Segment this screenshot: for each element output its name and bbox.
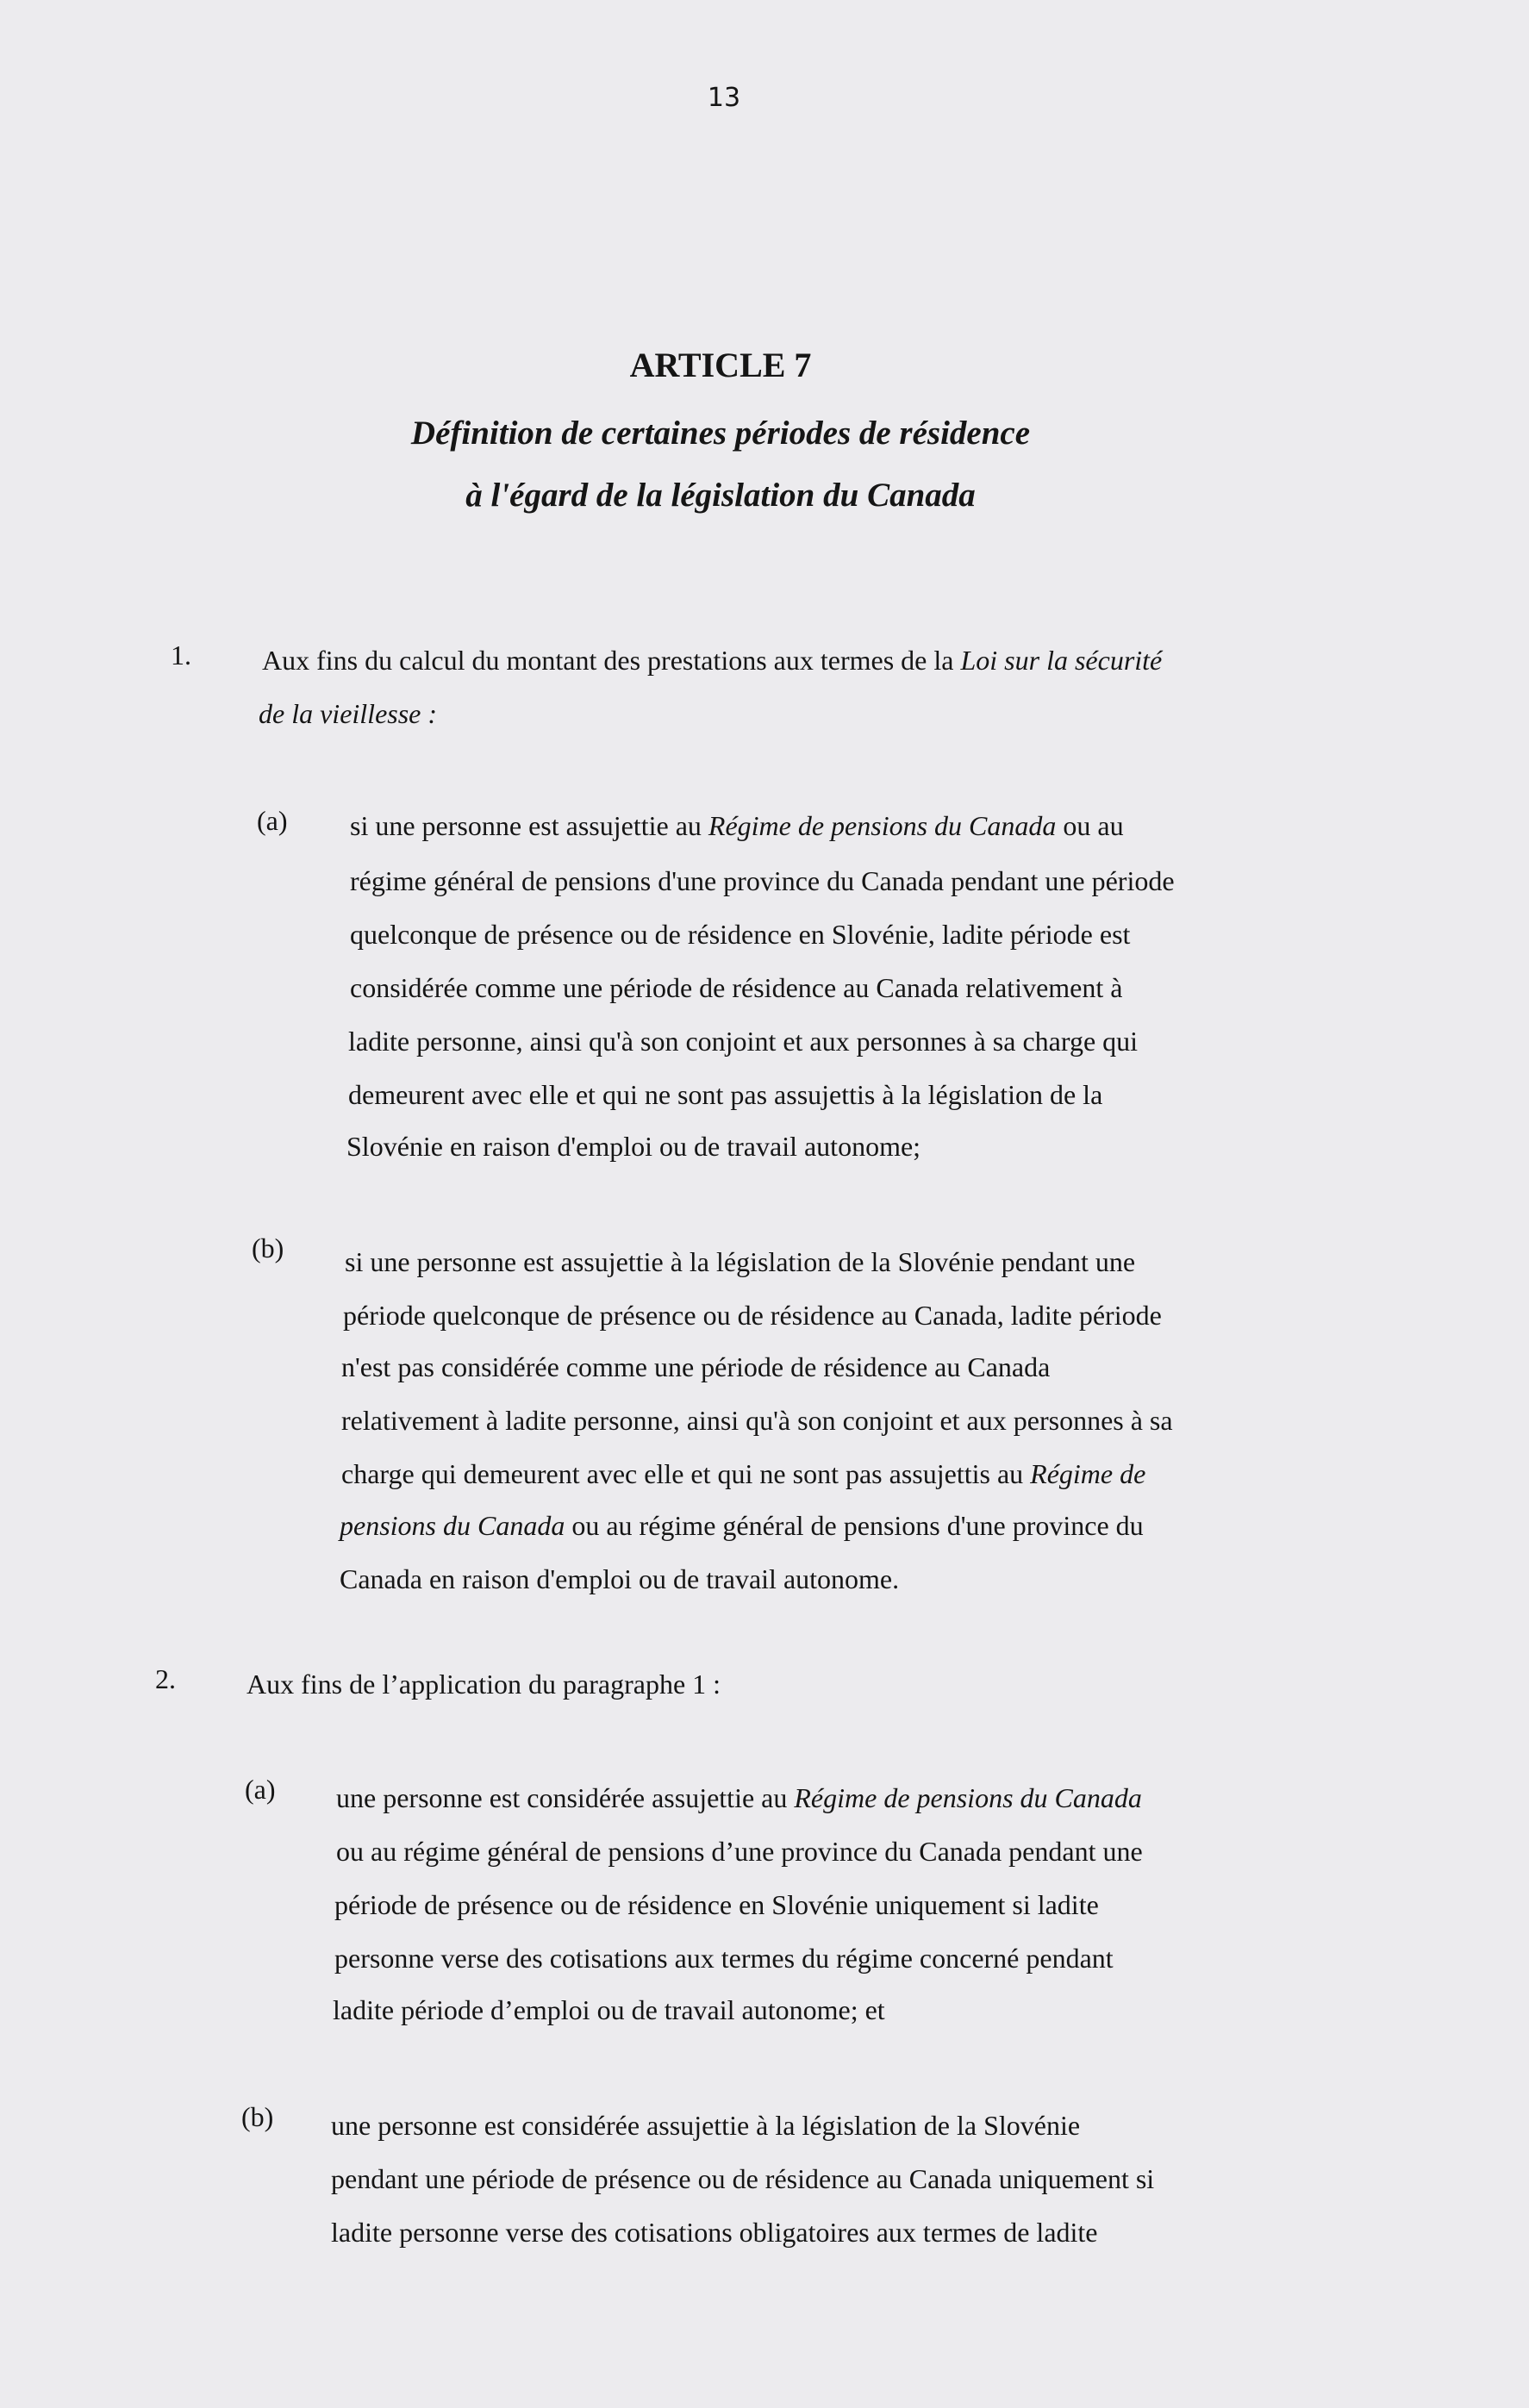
paragraph-1a-line-4: considérée comme une période de résidence au Canada relativement à xyxy=(350,972,1123,1003)
paragraph-1b-line-1: si une personne est assujettie à la législation de la Slovénie pendant une xyxy=(345,1246,1136,1277)
text-segment: ou au régime général de pensions d'une province du xyxy=(565,1510,1144,1541)
paragraph-2a-label: (a) xyxy=(245,1774,276,1805)
paragraph-1-number: 1. xyxy=(171,639,191,671)
paragraph-1a-line-7: Slovénie en raison d'emploi ou de travail autonome; xyxy=(346,1131,921,1162)
paragraph-2a-line-5: ladite période d’emploi ou de travail autonome; et xyxy=(333,1994,885,2025)
law-title-italic: Régime de pensions du Canada xyxy=(708,810,1057,841)
paragraph-1a-line-5: ladite personne, ainsi qu'à son conjoint et aux personnes à sa charge qui xyxy=(348,1026,1139,1057)
law-title-italic: Loi sur la sécurité xyxy=(960,645,1163,676)
paragraph-1b-line-7: Canada en raison d'emploi ou de travail autonome. xyxy=(340,1563,900,1594)
paragraph-2-number: 2. xyxy=(155,1663,176,1694)
paragraph-1-intro-line-1 xyxy=(262,645,1162,677)
paragraph-1-intro-line-2: de la vieillesse : xyxy=(259,698,438,729)
article-subtitle-line-2: à l'égard de la législation du Canada xyxy=(465,477,976,514)
paragraph-2a-line-1 xyxy=(336,1782,1142,1814)
page-number: 13 xyxy=(707,83,741,113)
paragraph-2a-line-4: personne verse des cotisations aux termes du régime concerné pendant xyxy=(334,1943,1114,1974)
law-title-italic: pensions du Canada xyxy=(340,1510,565,1541)
paragraph-2a-line-3: période de présence ou de résidence en Slovénie uniquement si ladite xyxy=(334,1889,1099,1920)
law-title-italic: Régime de pensions du Canada xyxy=(794,1782,1142,1813)
article-title: ARTICLE 7 xyxy=(629,346,812,384)
paragraph-1a-line-6: demeurent avec elle et qui ne sont pas assujettis à la législation de la xyxy=(348,1079,1103,1110)
paragraph-2-intro: Aux fins de l’application du paragraphe 1 : xyxy=(247,1669,721,1700)
text-segment: charge qui demeurent avec elle et qui ne sont pas assujettis au xyxy=(341,1458,1031,1489)
paragraph-2b-line-1: une personne est considérée assujettie à la législation de la Slovénie xyxy=(331,2110,1081,2141)
intro-text: Aux fins du calcul du montant des prestations aux termes de la xyxy=(262,645,961,676)
paragraph-2b-line-3: ladite personne verse des cotisations obligatoires aux termes de ladite xyxy=(331,2217,1098,2248)
paragraph-1b-line-6 xyxy=(340,1510,1144,1542)
paragraph-1b-line-2: période quelconque de présence ou de résidence au Canada, ladite période xyxy=(343,1300,1162,1331)
text-segment: si une personne est assujettie au xyxy=(350,810,708,841)
article-subtitle-line-1: Définition de certaines périodes de résidence xyxy=(410,415,1031,452)
paragraph-2b-line-2: pendant une période de présence ou de résidence au Canada uniquement si xyxy=(331,2163,1155,2194)
paragraph-1b-line-4: relativement à ladite personne, ainsi qu'à son conjoint et aux personnes à sa xyxy=(341,1405,1173,1436)
paragraph-1b-line-5 xyxy=(341,1458,1145,1490)
paragraph-1b-label: (b) xyxy=(252,1232,284,1263)
paragraph-1a-label: (a) xyxy=(257,805,288,836)
text-segment: une personne est considérée assujettie au xyxy=(336,1782,795,1813)
text-segment: ou au xyxy=(1056,810,1124,841)
paragraph-1b-line-3: n'est pas considérée comme une période de résidence au Canada xyxy=(341,1351,1051,1382)
law-title-italic: Régime de xyxy=(1030,1458,1146,1489)
paragraph-2a-line-2: ou au régime général de pensions d’une province du Canada pendant une xyxy=(336,1836,1143,1867)
paragraph-2b-label: (b) xyxy=(241,2101,274,2132)
paragraph-1a-line-1 xyxy=(350,810,1124,842)
paragraph-1a-line-2: régime général de pensions d'une province du Canada pendant une période xyxy=(350,865,1175,896)
paragraph-1a-line-3: quelconque de présence ou de résidence en Slovénie, ladite période est xyxy=(350,919,1131,950)
